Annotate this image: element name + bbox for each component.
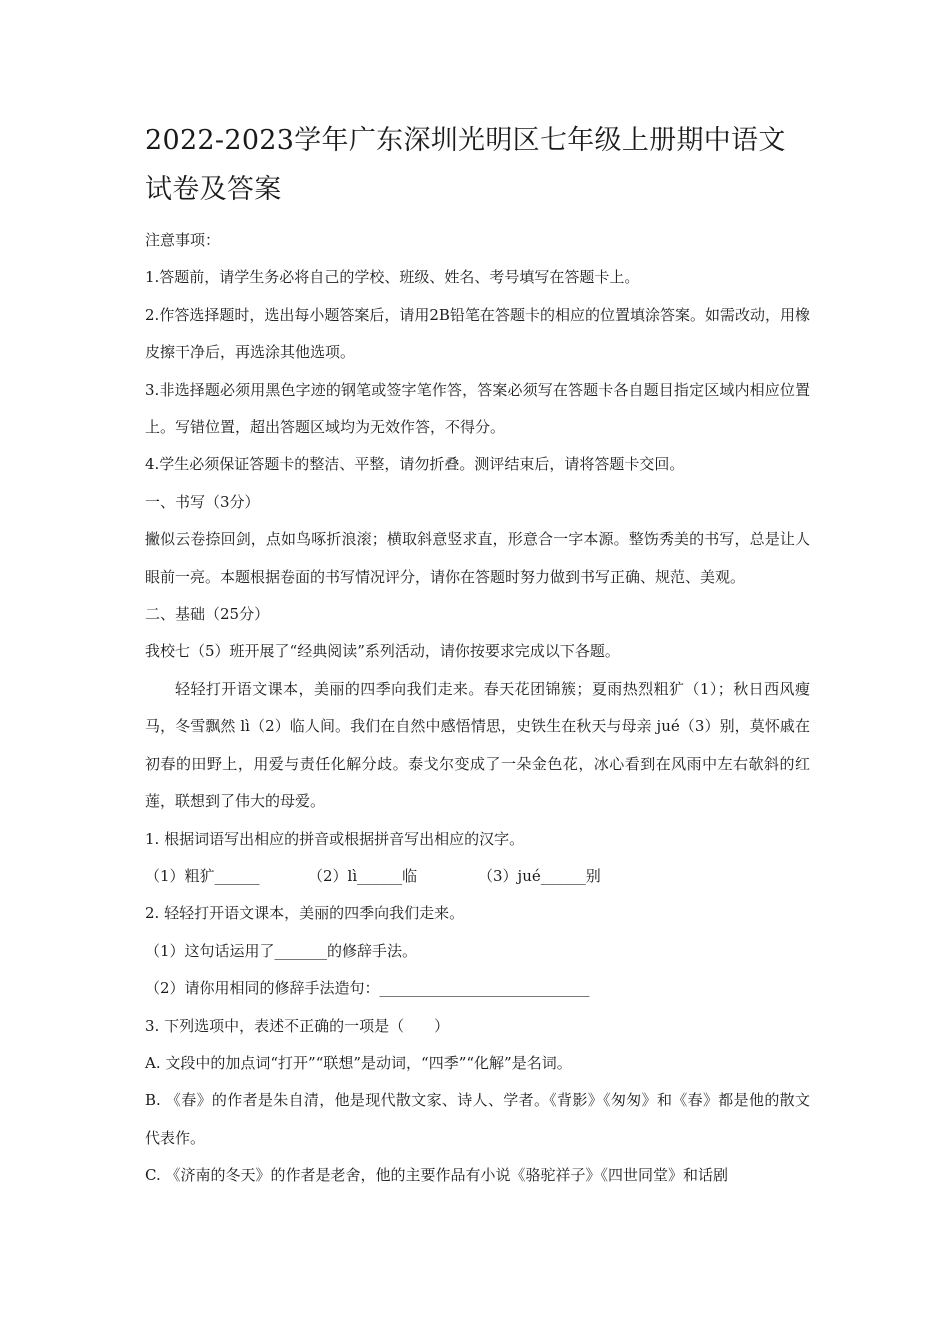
question-2-sub-1: （1）这句话运用了_______的修辞手法。 [145, 941, 418, 960]
question-3-stem: 3. 下列选项中，表述不正确的一项是（ ） [145, 1016, 450, 1035]
question-1-item-1: （1）粗犷______ [145, 866, 260, 885]
notice-item-1: 1.答题前，请学生务必将自己的学校、班级、姓名、考号填写在答题卡上。 [145, 268, 640, 287]
question-1-item-3: （3）jué______别 [478, 866, 601, 885]
section-2-intro: 我校七（5）班开展了“经典阅读”系列活动，请你按要求完成以下各题。 [145, 642, 620, 661]
notice-item-2: 2.作答选择题时，选出每小题答案后，请用2B铅笔在答题卡的相应的位置填涂答案。如需改动，用橡皮擦干净后，再选涂其他选项。 [145, 305, 810, 362]
section-1-heading: 一、书写（3分） [145, 492, 260, 511]
reading-passage: 轻轻打开语文课本，美丽的四季向我们走来。春天花团锦簇；夏雨热烈粗犷（1）；秋日西风瘦马，冬雪飘然 lì（2）临人间。我们在自然中感悟情思，史铁生在秋天与母亲 jué（3）别，莫怀戚在初春的田野上，用爱与责任化解分歧。泰戈尔变成了一朵金色花，冰心看到在风雨中左右欹斜的红莲，联想到了伟大的母爱。 [145, 679, 810, 811]
question-3-option-b: B. 《春》的作者是朱自清，他是现代散文家、诗人、学者。《背影》《匆匆》和《春》都是他的散文代表作。 [145, 1091, 810, 1147]
section-2-heading: 二、基础（25分） [145, 605, 270, 624]
question-2-sub-2: （2）请你用相同的修辞手法造句：____________________________ [145, 979, 590, 998]
question-3-option-a: A. 文段中的加点词“打开”“联想”是动词，“四季”“化解”是名词。 [145, 1053, 572, 1072]
notice-heading: 注意事项： [145, 231, 221, 249]
question-3-option-c: C. 《济南的冬天》的作者是老舍，他的主要作品有小说《骆驼祥子》《四世同堂》和话剧 [145, 1166, 728, 1185]
exam-page [145, 116, 810, 1195]
notice-item-4: 4.学生必须保证答题卡的整洁、平整，请勿折叠。测评结束后，请将答题卡交回。 [145, 455, 685, 474]
notice-item-3: 3.非选择题必须用黑色字迹的钢笔或签字笔作答，答案必须写在答题卡各自题目指定区域内相应位置上。写错位置，超出答题区域均为无效作答，不得分。 [145, 380, 810, 437]
question-1-items [145, 858, 810, 895]
page-title: 2022-2023学年广东深圳光明区七年级上册期中语文试卷及答案 [145, 125, 786, 205]
section-1-text: 撇似云卷捺回剑，点如鸟啄折浪滚；横取斜意竖求直，形意合一字本源。整饬秀美的书写，总是让人眼前一亮。本题根据卷面的书写情况评分，请你在答题时努力做到书写正确、规范、美观。 [145, 530, 810, 586]
question-1-stem: 1. 根据词语写出相应的拼音或根据拼音写出相应的汉字。 [145, 829, 525, 848]
question-1-item-2: （2）lì______临 [308, 866, 418, 885]
question-2-stem: 2. 轻轻打开语文课本，美丽的四季向我们走来。 [145, 904, 465, 923]
